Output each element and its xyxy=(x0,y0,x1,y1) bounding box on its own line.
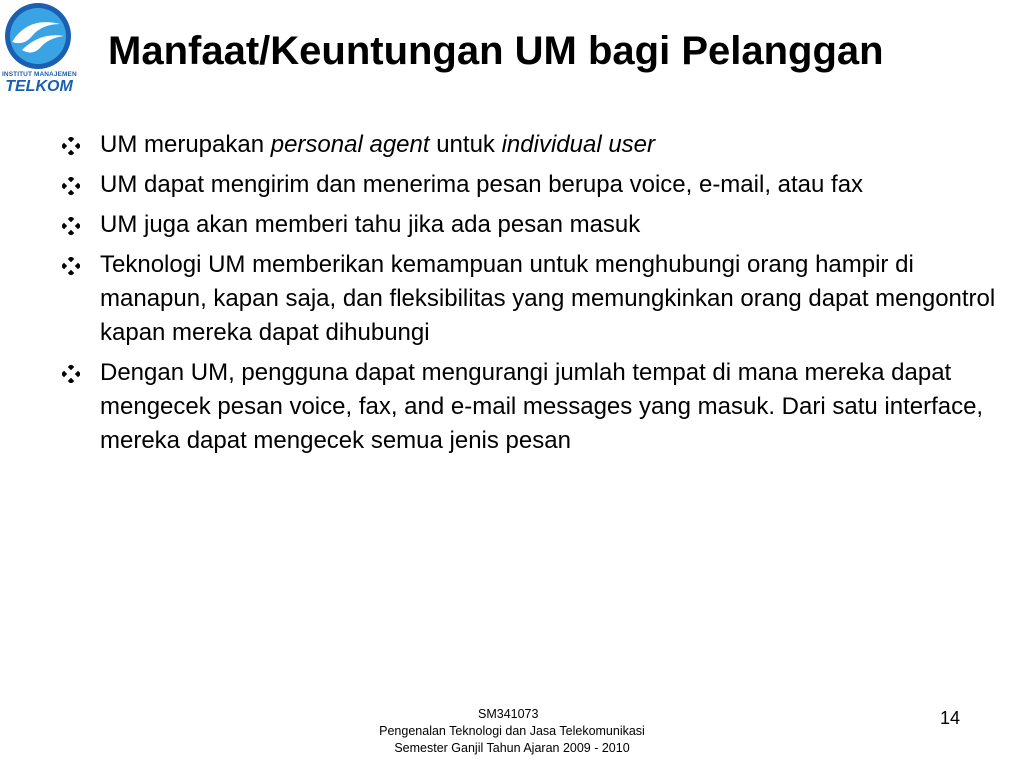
telkom-logo-icon xyxy=(2,2,74,72)
bullet-text: Dengan UM, pengguna dapat mengurangi jumlah tempat di mana mereka dapat mengecek pesan voice, fax, and e-mail messages yang masuk. Dari satu interface, mereka dapat mengecek semua jenis pesan xyxy=(100,359,984,454)
diamond-cluster-icon xyxy=(62,217,80,235)
bullet-text: UM dapat mengirim dan menerima pesan berupa voice, e-mail, atau fax xyxy=(100,171,864,198)
course-name: Pengenalan Teknologi dan Jasa Telekomunikasi xyxy=(379,724,645,738)
bullet-item xyxy=(60,248,1000,350)
bullet-text: untuk xyxy=(429,131,502,158)
bullet-text-italic: individual user xyxy=(501,131,655,158)
slide-title: Manfaat/Keuntungan UM bagi Pelanggan xyxy=(108,29,884,73)
page-number: 14 xyxy=(939,708,961,728)
bullet-text: UM merupakan xyxy=(100,131,271,158)
bullet-list xyxy=(60,128,1000,464)
bullet-item xyxy=(60,168,1000,202)
logo-subtitle: INSTITUT MANAJEMEN xyxy=(2,71,77,78)
bullet-item xyxy=(60,128,1000,162)
diamond-cluster-icon xyxy=(62,257,80,275)
bullet-text-italic: personal agent xyxy=(270,131,430,158)
bullet-text: Teknologi UM memberikan kemampuan untuk menghubungi orang hampir di manapun, kapan saja, dan fleksibilitas yang memungkinkan orang dapat mengontrol kapan mereka dapat dihubungi xyxy=(100,251,996,346)
diamond-cluster-icon xyxy=(62,137,80,155)
institute-logo xyxy=(2,2,77,96)
footer-info xyxy=(312,706,712,757)
bullet-item xyxy=(60,208,1000,242)
bullet-text: UM juga akan memberi tahu jika ada pesan masuk xyxy=(100,211,641,238)
logo-name: TELKOM xyxy=(5,78,73,95)
semester-info: Semester Ganjil Tahun Ajaran 2009 - 2010 xyxy=(394,741,630,755)
course-code: SM341073 xyxy=(478,707,539,721)
diamond-cluster-icon xyxy=(62,365,80,383)
diamond-cluster-icon xyxy=(62,177,80,195)
bullet-item xyxy=(60,356,1000,458)
